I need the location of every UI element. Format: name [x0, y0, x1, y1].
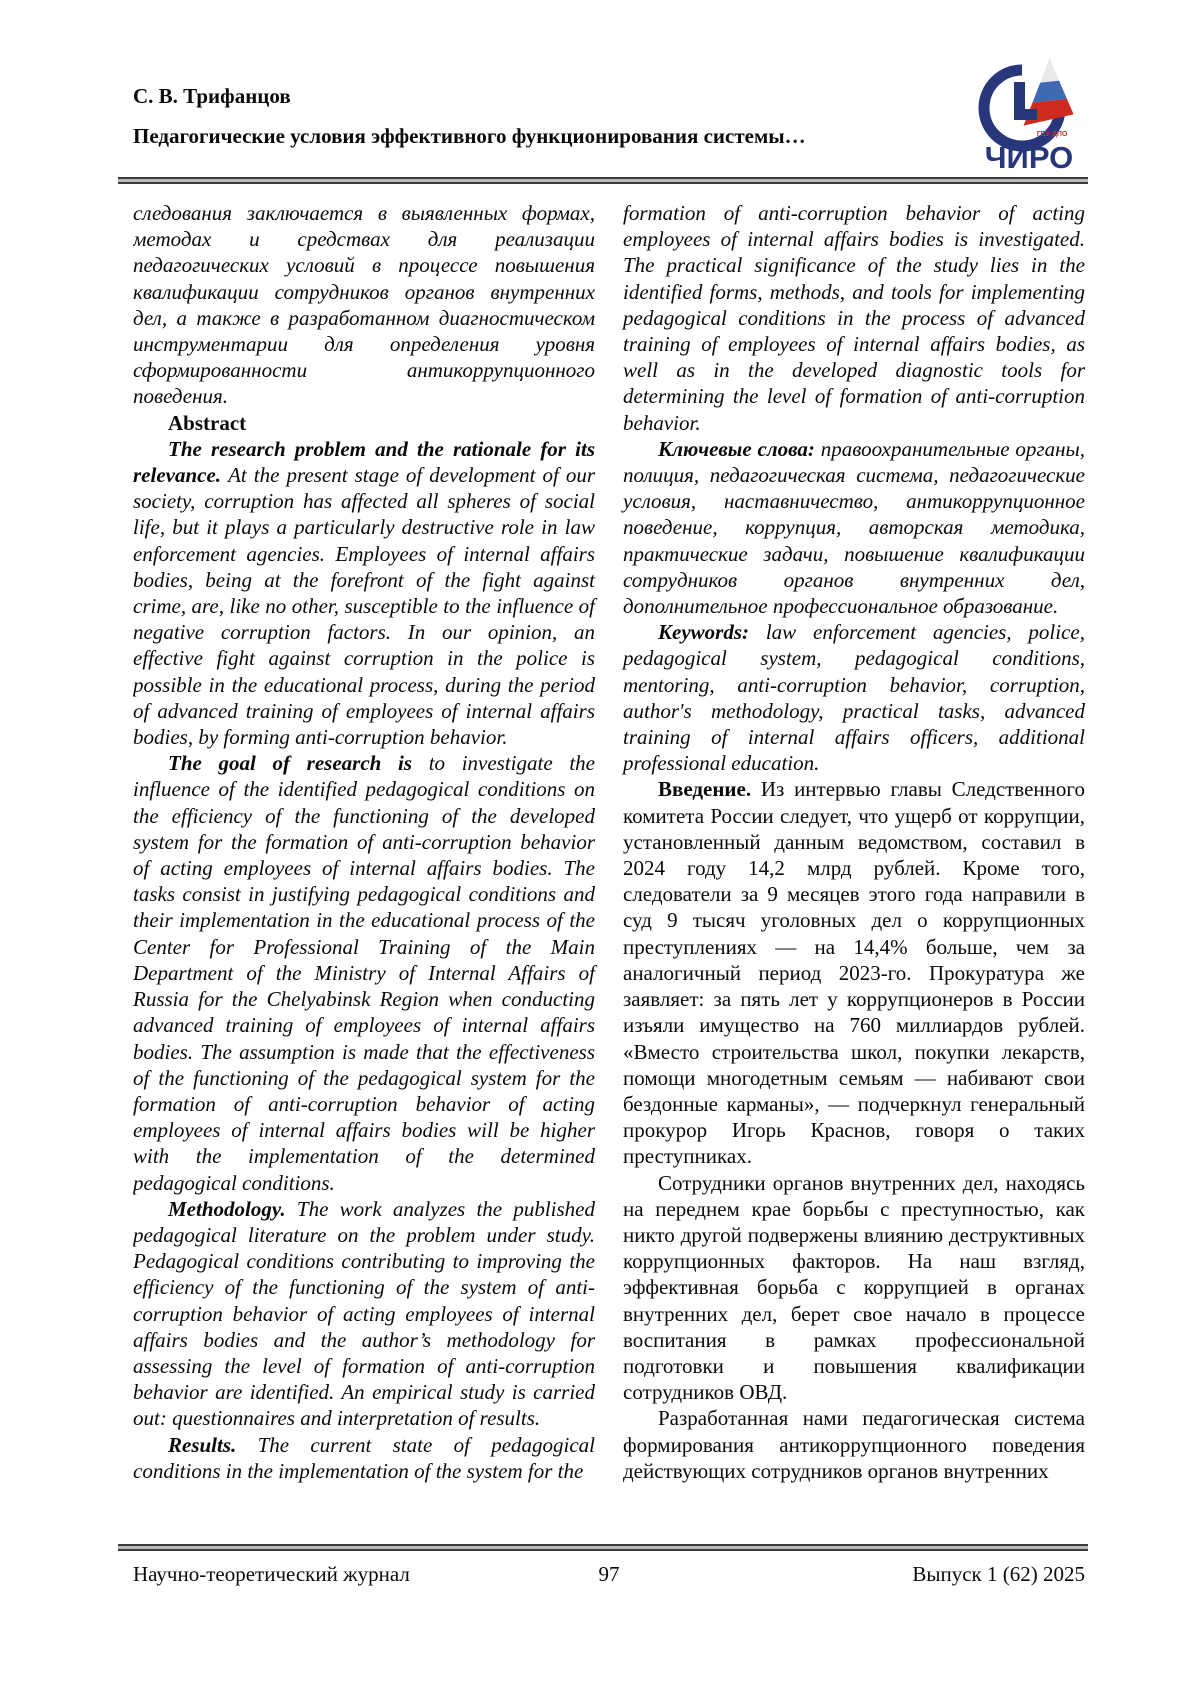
keywords-ru-paragraph: [623, 436, 1085, 619]
paragraph-lead: Results.: [168, 1432, 237, 1457]
article-body: [133, 200, 1085, 1496]
abstract-heading: Abstract: [168, 410, 247, 435]
paragraph-lead: Methodology.: [168, 1196, 286, 1221]
paragraph-lead: The research problem and the rationale for its relevance.: [133, 436, 595, 488]
abstract-paragraph-methodology: [133, 1196, 595, 1432]
page-header: [133, 60, 1085, 181]
chiro-logo-icon: [973, 56, 1085, 176]
continuation-paragraph-en: formation of anti-corruption behavior of acting employees of internal affairs bodies is investigated. The practical significance of the study lies in the identified forms, methods, and tools for implementing pedagogical conditions in the process of advanced training of employees of internal affairs bodies, as well as in the developed diagnostic tools for determining the level of formation of anti-corruption behavior.: [623, 201, 1085, 435]
paragraph-text: The current state of pedagogical conditions in the implementation of the system for the: [133, 1432, 595, 1483]
footer-journal-label: Научно-теоретический журнал: [133, 1562, 410, 1586]
page-number: 97: [598, 1562, 620, 1586]
logo-org-small-text: ГБУ ДПО: [1036, 131, 1068, 138]
author-name: С. В. Трифанцов: [133, 84, 291, 108]
keywords-en-lead: Keywords:: [658, 620, 749, 645]
paragraph-text: to investigate the influence of the identified pedagogical conditions on the efficiency of the functioning of the developed system for the formation of anti-corruption behavior of acting employees of internal affairs bodies. The tasks consist in justifying pedagogical conditions and their implementation in the educational process of the Center for Professional Training of the Main Department of the Ministry of Internal Affairs of Russia for the Chelyabinsk Region when conducting advanced training of employees of internal affairs bodies. The assumption is made that the effectiveness of the functioning of the pedagogical system for the formation of anti-corruption behavior of acting employees of internal affairs bodies will be higher with the implementation of the determined pedagogical conditions.: [133, 751, 595, 1195]
officers-paragraph: Сотрудники органов внутренних дел, находясь на переднем крае борьбы с преступностью, как никто другой подвержены влиянию деструктивных коррупционных факторов. На наш взгляд, эффективная борьба с коррупцией в органах внутренних дел, берет свое начало в процессе воспитания в рамках профессиональной подготовки и повышения квалификации сотрудников ОВД.: [623, 1170, 1085, 1405]
introduction-paragraph: [623, 776, 1085, 1169]
abstract-paragraph-goal: [133, 750, 595, 1195]
keywords-en-paragraph: [623, 619, 1085, 776]
paragraph-lead: The goal of research is: [168, 751, 413, 776]
keywords-ru-lead: Ключевые слова:: [658, 436, 815, 461]
header-divider: [118, 177, 1088, 184]
journal-logo: [973, 56, 1085, 181]
abstract-paragraph-relevance: [133, 436, 595, 750]
continuation-paragraph-ru: следования заключается в выявленных формах, методах и средствах для реализации педагогических условий в процессе повышения квалификации сотрудников органов внутренних дел, а также в разработанном диагностическом инструментарии для определения уровня сформированности антикоррупционного поведения.: [133, 201, 595, 409]
footer-issue-label: Выпуск 1 (62) 2025: [912, 1562, 1085, 1586]
footer-divider: [118, 1544, 1088, 1551]
keywords-ru-text: правоохранительные органы, полиция, педагогическая система, педагогические условия, наставничество, антикоррупционное поведение, коррупция, авторская методика, практические задачи, повышение квалификации сотрудников органов внутренних дел, дополнительное профессиональное образование.: [623, 436, 1085, 619]
keywords-en-text: law enforcement agencies, police, pedagogical system, pedagogical conditions, mentoring, anti-corruption behavior, corruption, author's methodology, practical tasks, advanced training of internal affairs officers, additional professional education.: [623, 620, 1085, 776]
system-paragraph: Разработанная нами педагогическая система формирования антикоррупционного поведения действующих сотрудников органов внутренних: [623, 1406, 1085, 1483]
introduction-lead: Введение.: [658, 777, 752, 802]
right-column: [623, 200, 1085, 1496]
left-column: [133, 200, 595, 1496]
abstract-paragraph-results: [133, 1432, 595, 1484]
page-footer: [133, 1562, 1085, 1587]
paragraph-text: At the present stage of development of our society, corruption has affected all spheres of social life, but it plays a particularly destructive role in law enforcement agencies. Employees of internal affairs bodies, being at the forefront of the fight against crime, are, like no other, susceptible to the influence of negative corruption factors. In our opinion, an effective fight against corruption in the police is possible in the educational process, during the period of advanced training of employees of internal affairs bodies, by forming anti-corruption behavior.: [133, 463, 595, 750]
logo-org-name-text: ЧИРО: [984, 140, 1074, 175]
paragraph-text: The work analyzes the published pedagogical literature on the problem under study. Pedagogical conditions contributing to improving the efficiency of the functioning of the system of anti-corruption behavior of acting employees of internal affairs bodies and the author’s methodology for assessing the level of formation of anti-corruption behavior are identified. An empirical study is carried out: questionnaires and interpretation of results.: [133, 1196, 596, 1431]
header-titles: [133, 60, 806, 156]
running-title: Педагогические условия эффективного функционирования системы…: [133, 124, 806, 148]
introduction-text: Из интервью главы Следственного комитета России следует, что ущерб от коррупции, установленный данным ведомством, составил в 2024 году 14,2 млрд рублей. Кроме того, следователи за 9 месяцев этого года направили в суд 9 тысяч уголовных дел о коррупционных преступлениях — на 14,4% больше, чем за аналогичный период 2023-го. Прокуратура же заявляет: за пять лет у коррупционеров в России изъяли имущество на 760 миллиардов рублей. «Вместо строительства школ, покупки лекарств, помощи многодетным семьям — набивают свои бездонные карманы», — подчеркнул генеральный прокурор Игорь Краснов, говоря о таких преступниках.: [623, 777, 1085, 1169]
